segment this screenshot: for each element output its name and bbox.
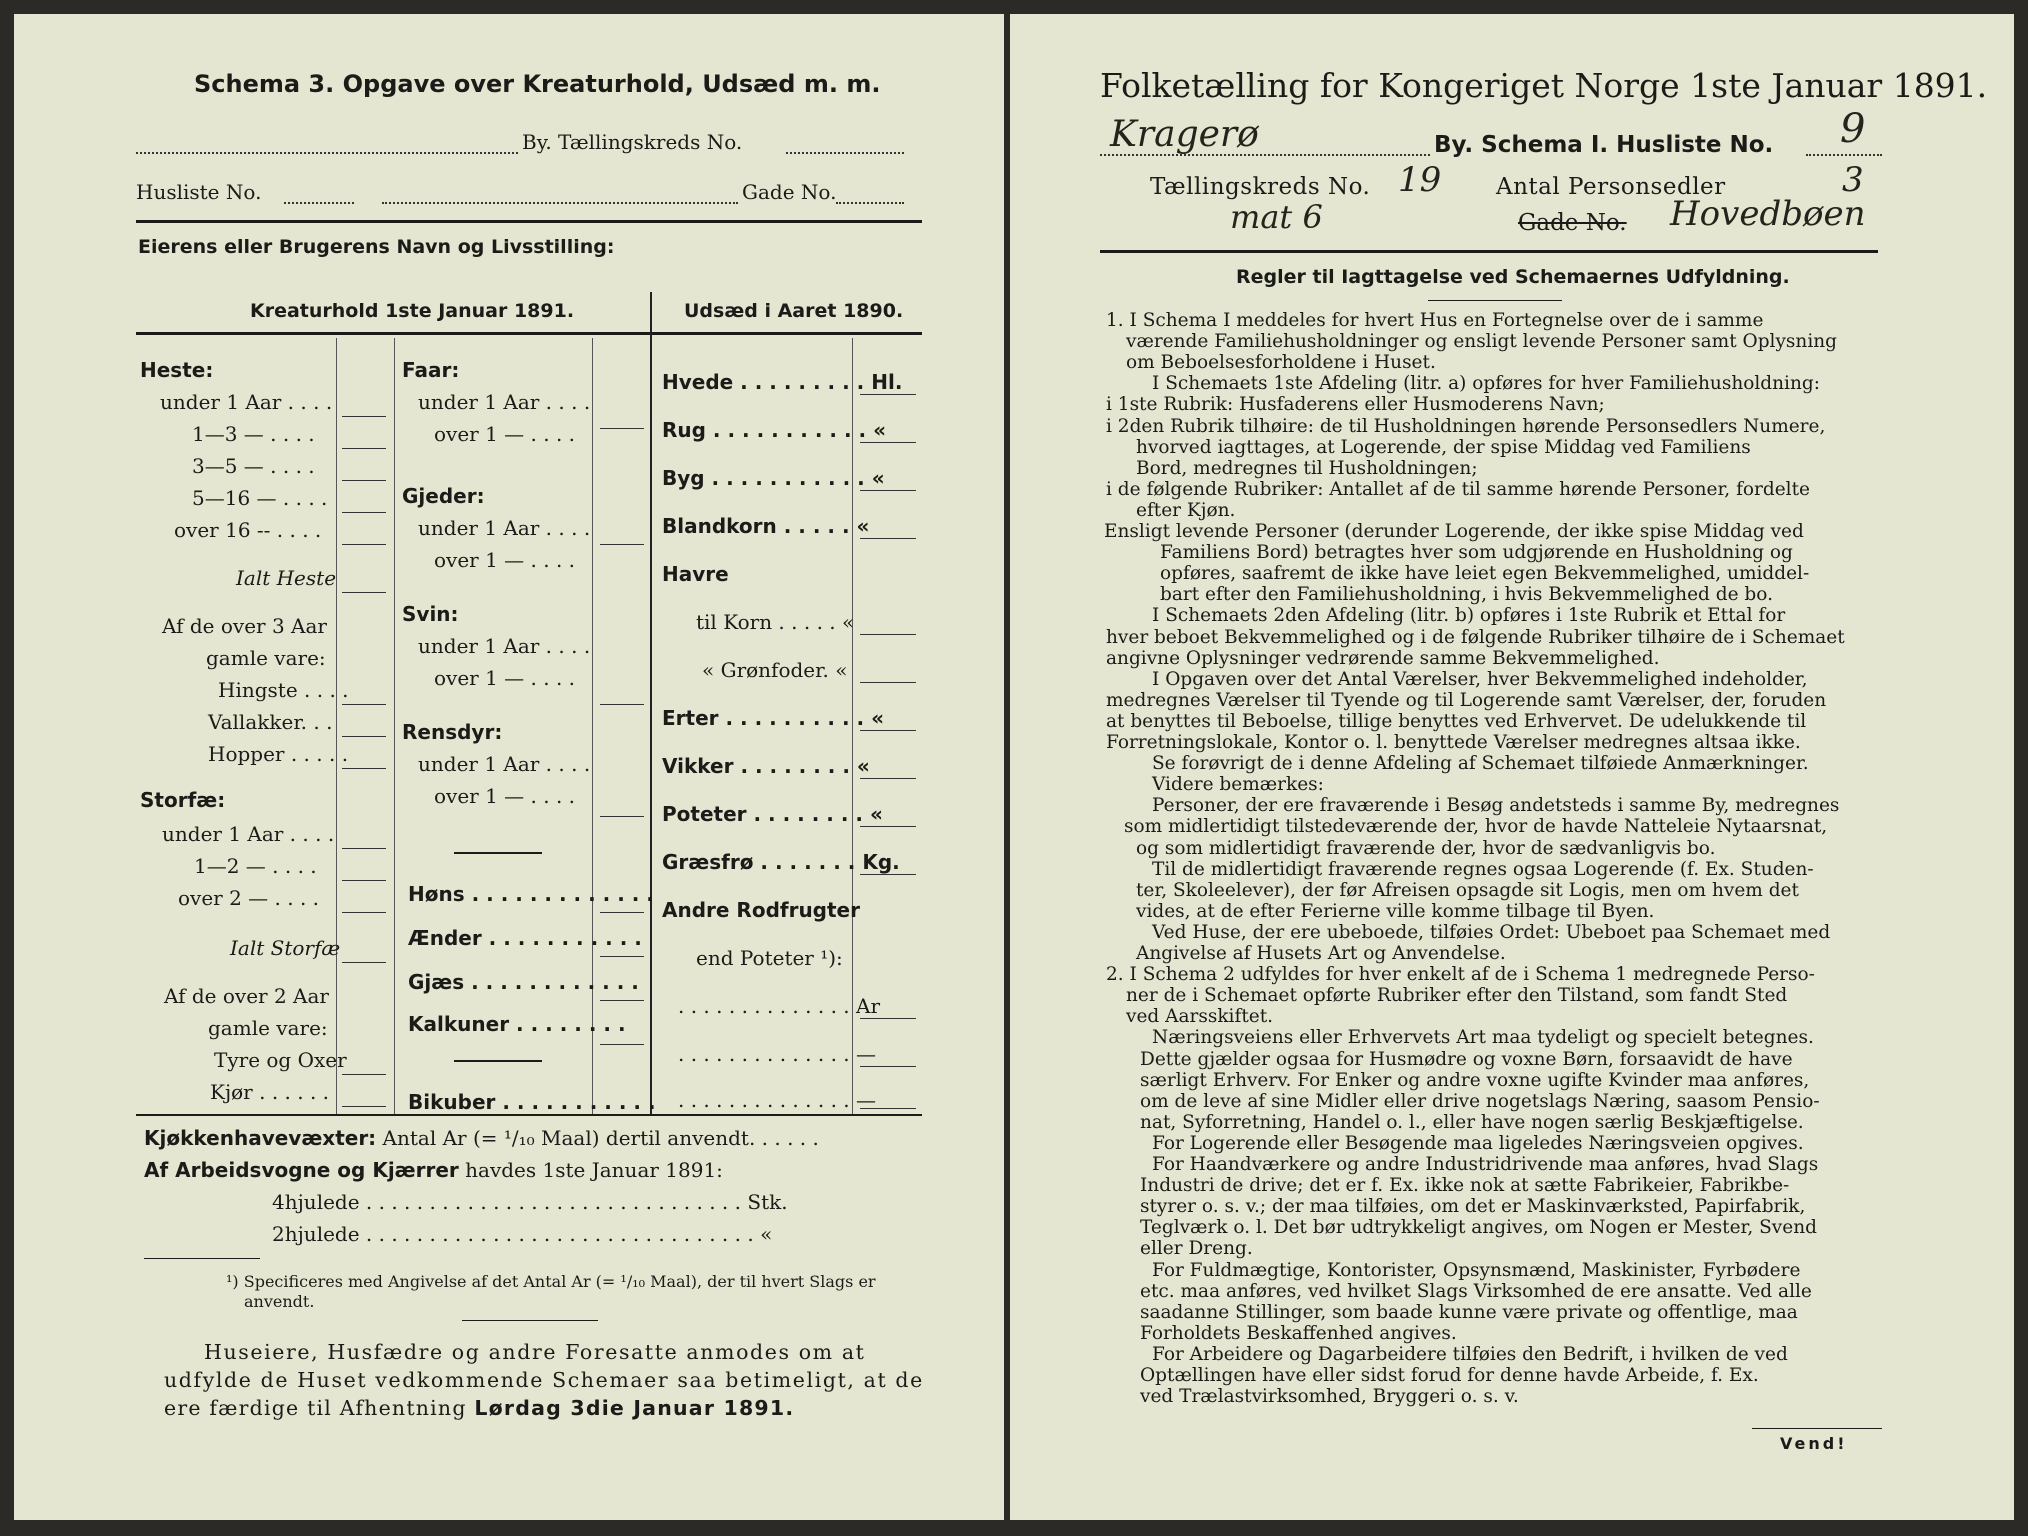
- arbeidsvogne-label: Af Arbeidsvogne og Kjærrer: [144, 1158, 459, 1182]
- rules-line: værende Familiehusholdninger og ensligt levende Personer samt Oplysning: [1126, 331, 1837, 353]
- rensdyr-row: over 1 — . . . .: [434, 784, 576, 808]
- kjokkenhave-line: [144, 1126, 819, 1150]
- arbeidsvogne-line: [144, 1158, 723, 1182]
- heste-row: under 1 Aar . . . .: [160, 390, 333, 414]
- rules-line: at benyttes til Beboelse, tillige benyttes ved Erhvervet. De udelukkende til: [1106, 710, 1807, 732]
- rules-line: eller Dreng.: [1140, 1238, 1253, 1260]
- rules-line: Forretningslokale, Kontor o. l. benyttede Værelser medregnes altsaa ikke.: [1106, 732, 1801, 753]
- bikuber-label: Bikuber . . . . . . . . . . .: [408, 1090, 656, 1114]
- gjeder-label: Gjeder:: [402, 484, 485, 508]
- gronfoder-label: « Grønfoder. «: [702, 658, 848, 682]
- rules-line: For Arbeidere og Dagarbeidere tilføies den Bedrift, i hvilken de ved: [1152, 1343, 1788, 1365]
- rules-line: Personer, der ere fraværende i Besøg andetsteds i samme By, medregnes: [1152, 795, 1840, 817]
- handwritten-city: Kragerø: [1110, 114, 1259, 155]
- closing-line: udfylde de Huset vedkommende Schemaer saa betimeligt, at de: [164, 1368, 924, 1392]
- rules-line: Angivelse af Husets Art og Anvendelse.: [1136, 943, 1506, 964]
- rules-line: Ensligt levende Personer (derunder Logerende, der ikke spise Middag ved: [1104, 521, 1804, 542]
- rules-line: For Haandværkere og andre Industridrivende maa anføres, hvad Slags: [1152, 1154, 1819, 1175]
- tilkorn-label: til Korn . . . . . «: [696, 610, 855, 634]
- rules-line: Næringsveiens eller Erhvervets Art maa tydeligt og specielt betegnes.: [1152, 1027, 1814, 1049]
- storfae-af: Af de over 2 Aar: [164, 984, 329, 1008]
- svin-label: Svin:: [402, 602, 459, 626]
- rules-line: ner de i Schemaet opførte Rubriker efter den Tilstand, som fandt Sted: [1126, 985, 1788, 1007]
- census-title: Folketælling for Kongeriget Norge 1ste Januar 1891.: [1100, 66, 1988, 105]
- rules-line: i 2den Rubrik tilhøire: de til Husholdningen hørende Personsedlers Numere,: [1106, 415, 1826, 437]
- by-label: By. Tællingskreds No.: [522, 130, 743, 154]
- rules-line: 1. I Schema I meddeles for hvert Hus en Fortegnelse over de i samme: [1106, 310, 1764, 331]
- rules-line: ved Aarsskiftet.: [1126, 1006, 1274, 1028]
- taellingskreds-label: Tællingskreds No.: [1150, 174, 1371, 200]
- udsaed-heading: Udsæd i Aaret 1890.: [684, 300, 904, 322]
- rug-label: Rug . . . . . . . . . . . «: [662, 418, 887, 442]
- rules-line: I Schemaets 1ste Afdeling (litr. a) opføres for hver Familiehusholdning:: [1152, 373, 1820, 395]
- rules-line: bart efter den Familiehusholdning, i hvis Bekvemmelighed de bo.: [1160, 584, 1773, 606]
- erter-label: Erter . . . . . . . . . . «: [662, 706, 885, 730]
- rules-line: Forholdets Beskaffenhed angives.: [1140, 1322, 1457, 1344]
- vend-label: Vend!: [1780, 1434, 1848, 1453]
- rules-line: For Fuldmægtige, Kontorister, Opsynsmænd, Maskinister, Fyrbødere: [1152, 1259, 1801, 1281]
- rules-line: og som midlertidigt fraværende der, hvor de sædvanligvis bo.: [1136, 837, 1716, 859]
- kalkuner-label: Kalkuner . . . . . . . .: [408, 1012, 626, 1036]
- ialt-heste: Ialt Heste: [236, 566, 337, 590]
- rules-text: [1106, 310, 1996, 1430]
- havre-label: Havre: [662, 562, 729, 586]
- storfae-sub: Kjør . . . . . .: [210, 1080, 330, 1104]
- rules-line: hvorved iagttages, at Logerende, der spise Middag ved Familiens: [1136, 436, 1751, 458]
- rules-line: opføres, saafremt de ikke have leiet egen Bekvemmelighed, umiddel-: [1160, 563, 1810, 585]
- rules-line: om de leve af sine Midler eller drive nogetslags Næring, saasom Pensio-: [1140, 1090, 1820, 1112]
- aender-label: Ænder . . . . . . . . . . .: [408, 926, 642, 950]
- heste-row: 3—5 — . . . .: [192, 454, 315, 478]
- svin-row: under 1 Aar . . . .: [418, 634, 591, 658]
- by-schema-label: By. Schema I. Husliste No.: [1434, 132, 1774, 158]
- handwritten-husliste: 9: [1840, 106, 1866, 152]
- blandkorn-label: Blandkorn . . . . . «: [662, 514, 870, 538]
- rules-line: Videre bemærkes:: [1152, 774, 1324, 796]
- rules-line: Industri de drive; det er f. Ex. ikke nok at sætte Fabrikeier, Fabrikbe-: [1140, 1175, 1790, 1197]
- rules-line: For Logerende eller Besøgende maa ligeledes Næringsveien opgives.: [1152, 1132, 1804, 1154]
- closing-date: Lørdag 3die Januar 1891.: [474, 1396, 795, 1420]
- rules-line: efter Kjøn.: [1136, 499, 1236, 521]
- left-page: [14, 14, 1004, 1520]
- heste-af: Af de over 3 Aar: [162, 614, 327, 638]
- rensdyr-label: Rensdyr:: [402, 720, 503, 744]
- heste-sub: Hingste . . . .: [218, 678, 349, 702]
- gade-label: Gade No.: [742, 180, 837, 204]
- heste-label: Heste:: [140, 358, 214, 382]
- rensdyr-row: under 1 Aar . . . .: [418, 752, 591, 776]
- rules-line: Dette gjælder ogsaa for Husmødre og voxne Børn, forsaavidt de have: [1140, 1048, 1793, 1070]
- closing-line: [164, 1396, 794, 1420]
- kjokkenhave-label: Kjøkkenhavevæxter:: [144, 1126, 377, 1150]
- rules-line: som midlertidigt tilstedeværende der, hvor de havde Natteleie Nytaarsnat,: [1124, 816, 1828, 838]
- graesfro-label: Græsfrø . . . . . . . Kg.: [662, 850, 900, 874]
- storfae-sub: Tyre og Oxer: [214, 1048, 347, 1072]
- storfae-label: Storfæ:: [140, 788, 226, 812]
- faar-label: Faar:: [402, 358, 460, 382]
- hjul2-line: 2hjulede . . . . . . . . . . . . . . . . . . . . . . . . . . . . . . . «: [272, 1222, 773, 1246]
- rules-line: Optællingen have eller sidst forud for denne havde Arbeide, f. Ex.: [1140, 1365, 1759, 1386]
- poteter-label: Poteter . . . . . . . . «: [662, 802, 883, 826]
- faar-row: over 1 — . . . .: [434, 422, 576, 446]
- kjokkenhave-text: Antal Ar (= ¹/₁₀ Maal) dertil anvendt. . . . . .: [376, 1126, 819, 1150]
- hvede-label: Hvede . . . . . . . . . Hl.: [662, 370, 903, 394]
- rules-line: om Beboelsesforholdene i Huset.: [1126, 352, 1436, 374]
- storfae-row: under 1 Aar . . . .: [162, 822, 335, 846]
- rules-line: styrer o. s. v.; der maa tilføies, om det er Maskinværksted, Papirfabrik,: [1140, 1196, 1806, 1218]
- antal-personsedler-label: Antal Personsedler: [1496, 174, 1726, 200]
- closing-text: ere færdige til Afhentning: [164, 1396, 475, 1420]
- heste-sub: Vallakker. . .: [208, 710, 333, 734]
- handwritten-sedler: 3: [1842, 160, 1864, 200]
- schema3-title: Schema 3. Opgave over Kreaturhold, Udsæd m. m.: [194, 70, 881, 98]
- dash-line: . . . . . . . . . . . . . . —: [678, 1042, 877, 1066]
- husliste-label: Husliste No.: [136, 180, 262, 204]
- footnote-cont: anvendt.: [244, 1292, 315, 1311]
- dash-line: . . . . . . . . . . . . . . —: [678, 1088, 877, 1112]
- rules-line: i de følgende Rubriker: Antallet af de til samme hørende Personer, fordelte: [1106, 478, 1810, 500]
- gjaes-label: Gjæs . . . . . . . . . . . .: [408, 970, 639, 994]
- footnote: ¹) Specificeres med Angivelse af det Antal Ar (= ¹/₁₀ Maal), der til hvert Slags er: [226, 1272, 876, 1291]
- rules-line: hver beboet Bekvemmelighed og i de følgende Rubriker tilhøire de i Schemaet: [1106, 626, 1845, 648]
- storfae-row: over 2 — . . . .: [178, 886, 320, 910]
- heste-gamle: gamle vare:: [206, 646, 326, 670]
- rules-line: ved Trælastvirksomhed, Bryggeri o. s. v.: [1140, 1386, 1519, 1408]
- rules-line: nat, Syforretning, Handel o. l., eller have nogen særlig Beskjæftigelse.: [1140, 1111, 1804, 1133]
- rules-line: Til de midlertidigt fraværende regnes ogsaa Logerende (f. Ex. Studen-: [1152, 858, 1814, 880]
- hons-label: Høns . . . . . . . . . . . . .: [408, 882, 654, 906]
- rules-line: Bord, medregnes til Husholdningen;: [1136, 457, 1478, 479]
- rules-line: I Opgaven over det Antal Værelser, hver Bekvemmelighed indeholder,: [1152, 668, 1808, 690]
- handwritten-kreds: 19: [1398, 160, 1442, 200]
- handwritten-matr: mat 6: [1230, 198, 1323, 236]
- regler-title: Regler til Iagttagelse ved Schemaernes Udfyldning.: [1236, 266, 1790, 288]
- faar-row: under 1 Aar . . . .: [418, 390, 591, 414]
- closing-line: Huseiere, Husfædre og andre Foresatte anmodes om at: [204, 1340, 866, 1364]
- andre-rodfrugter-label: Andre Rodfrugter: [662, 898, 860, 922]
- rules-line: medregnes Værelser til Tyende og til Logerende samt Værelser, der, foruden: [1106, 689, 1827, 711]
- hjul4-line: 4hjulede . . . . . . . . . . . . . . . . . . . . . . . . . . . . . . Stk.: [272, 1190, 788, 1214]
- ialt-storfae: Ialt Storfæ: [230, 936, 341, 960]
- heste-row: 1—3 — . . . .: [192, 422, 315, 446]
- rules-line: Teglværk o. l. Det bør udtrykkeligt angives, om Nogen er Mester, Svend: [1140, 1217, 1817, 1239]
- rules-line: angivne Oplysninger vedrørende samme Bekvemmelighed.: [1106, 647, 1660, 669]
- right-page: [1010, 14, 2014, 1520]
- storfae-gamle: gamle vare:: [208, 1016, 328, 1040]
- gade-label: Gade No.: [1518, 210, 1627, 236]
- eier-label: Eierens eller Brugerens Navn og Livsstilling:: [138, 236, 615, 258]
- kreaturhold-heading: Kreaturhold 1ste Januar 1891.: [250, 300, 575, 322]
- rules-line: ter, Skoleelever), der før Afreisen opsagde sit Logis, men om hvem det: [1136, 879, 1799, 901]
- rules-line: Familiens Bord) betragtes hver som udgjørende en Husholdning og: [1160, 542, 1793, 564]
- storfae-row: 1—2 — . . . .: [194, 854, 317, 878]
- heste-row: 5—16 — . . . .: [192, 486, 328, 510]
- svin-row: over 1 — . . . .: [434, 666, 576, 690]
- gjeder-row: under 1 Aar . . . .: [418, 516, 591, 540]
- rules-line: i 1ste Rubrik: Husfaderens eller Husmoderens Navn;: [1106, 394, 1605, 416]
- gjeder-row: over 1 — . . . .: [434, 548, 576, 572]
- arbeidsvogne-text: havdes 1ste Januar 1891:: [458, 1158, 723, 1182]
- vikker-label: Vikker . . . . . . . . «: [662, 754, 870, 778]
- rules-line: vides, at de efter Ferierne ville komme tilbage til Byen.: [1136, 900, 1655, 922]
- heste-sub: Hopper . . . . .: [208, 742, 349, 766]
- rules-line: Ved Huse, der ere ubeboede, tilføies Ordet: Ubeboet paa Schemaet med: [1152, 921, 1831, 943]
- handwritten-gade: Hovedbøen: [1670, 194, 1866, 234]
- rules-line: 2. I Schema 2 udfyldes for hver enkelt af de i Schema 1 medregnede Perso-: [1106, 964, 1815, 986]
- byg-label: Byg . . . . . . . . . . . «: [662, 466, 885, 490]
- ar-line: . . . . . . . . . . . . . . Ar: [678, 994, 881, 1018]
- rules-line: saadanne Stillinger, som baade kunne være private og offentlige, maa: [1140, 1301, 1798, 1323]
- rules-line: Se forøvrigt de i denne Afdeling af Schemaet tilføiede Anmærkninger.: [1152, 753, 1809, 775]
- rules-line: særligt Erhverv. For Enker og andre voxne ugifte Kvinder maa anføres,: [1140, 1069, 1810, 1091]
- endpoteter-label: end Poteter ¹):: [696, 946, 843, 970]
- rules-line: I Schemaets 2den Afdeling (litr. b) opføres i 1ste Rubrik et Ettal for: [1152, 605, 1786, 627]
- heste-row: over 16 -- . . . .: [174, 518, 322, 542]
- rules-line: etc. maa anføres, ved hvilket Slags Virksomhed de ere ansatte. Ved alle: [1140, 1280, 1812, 1302]
